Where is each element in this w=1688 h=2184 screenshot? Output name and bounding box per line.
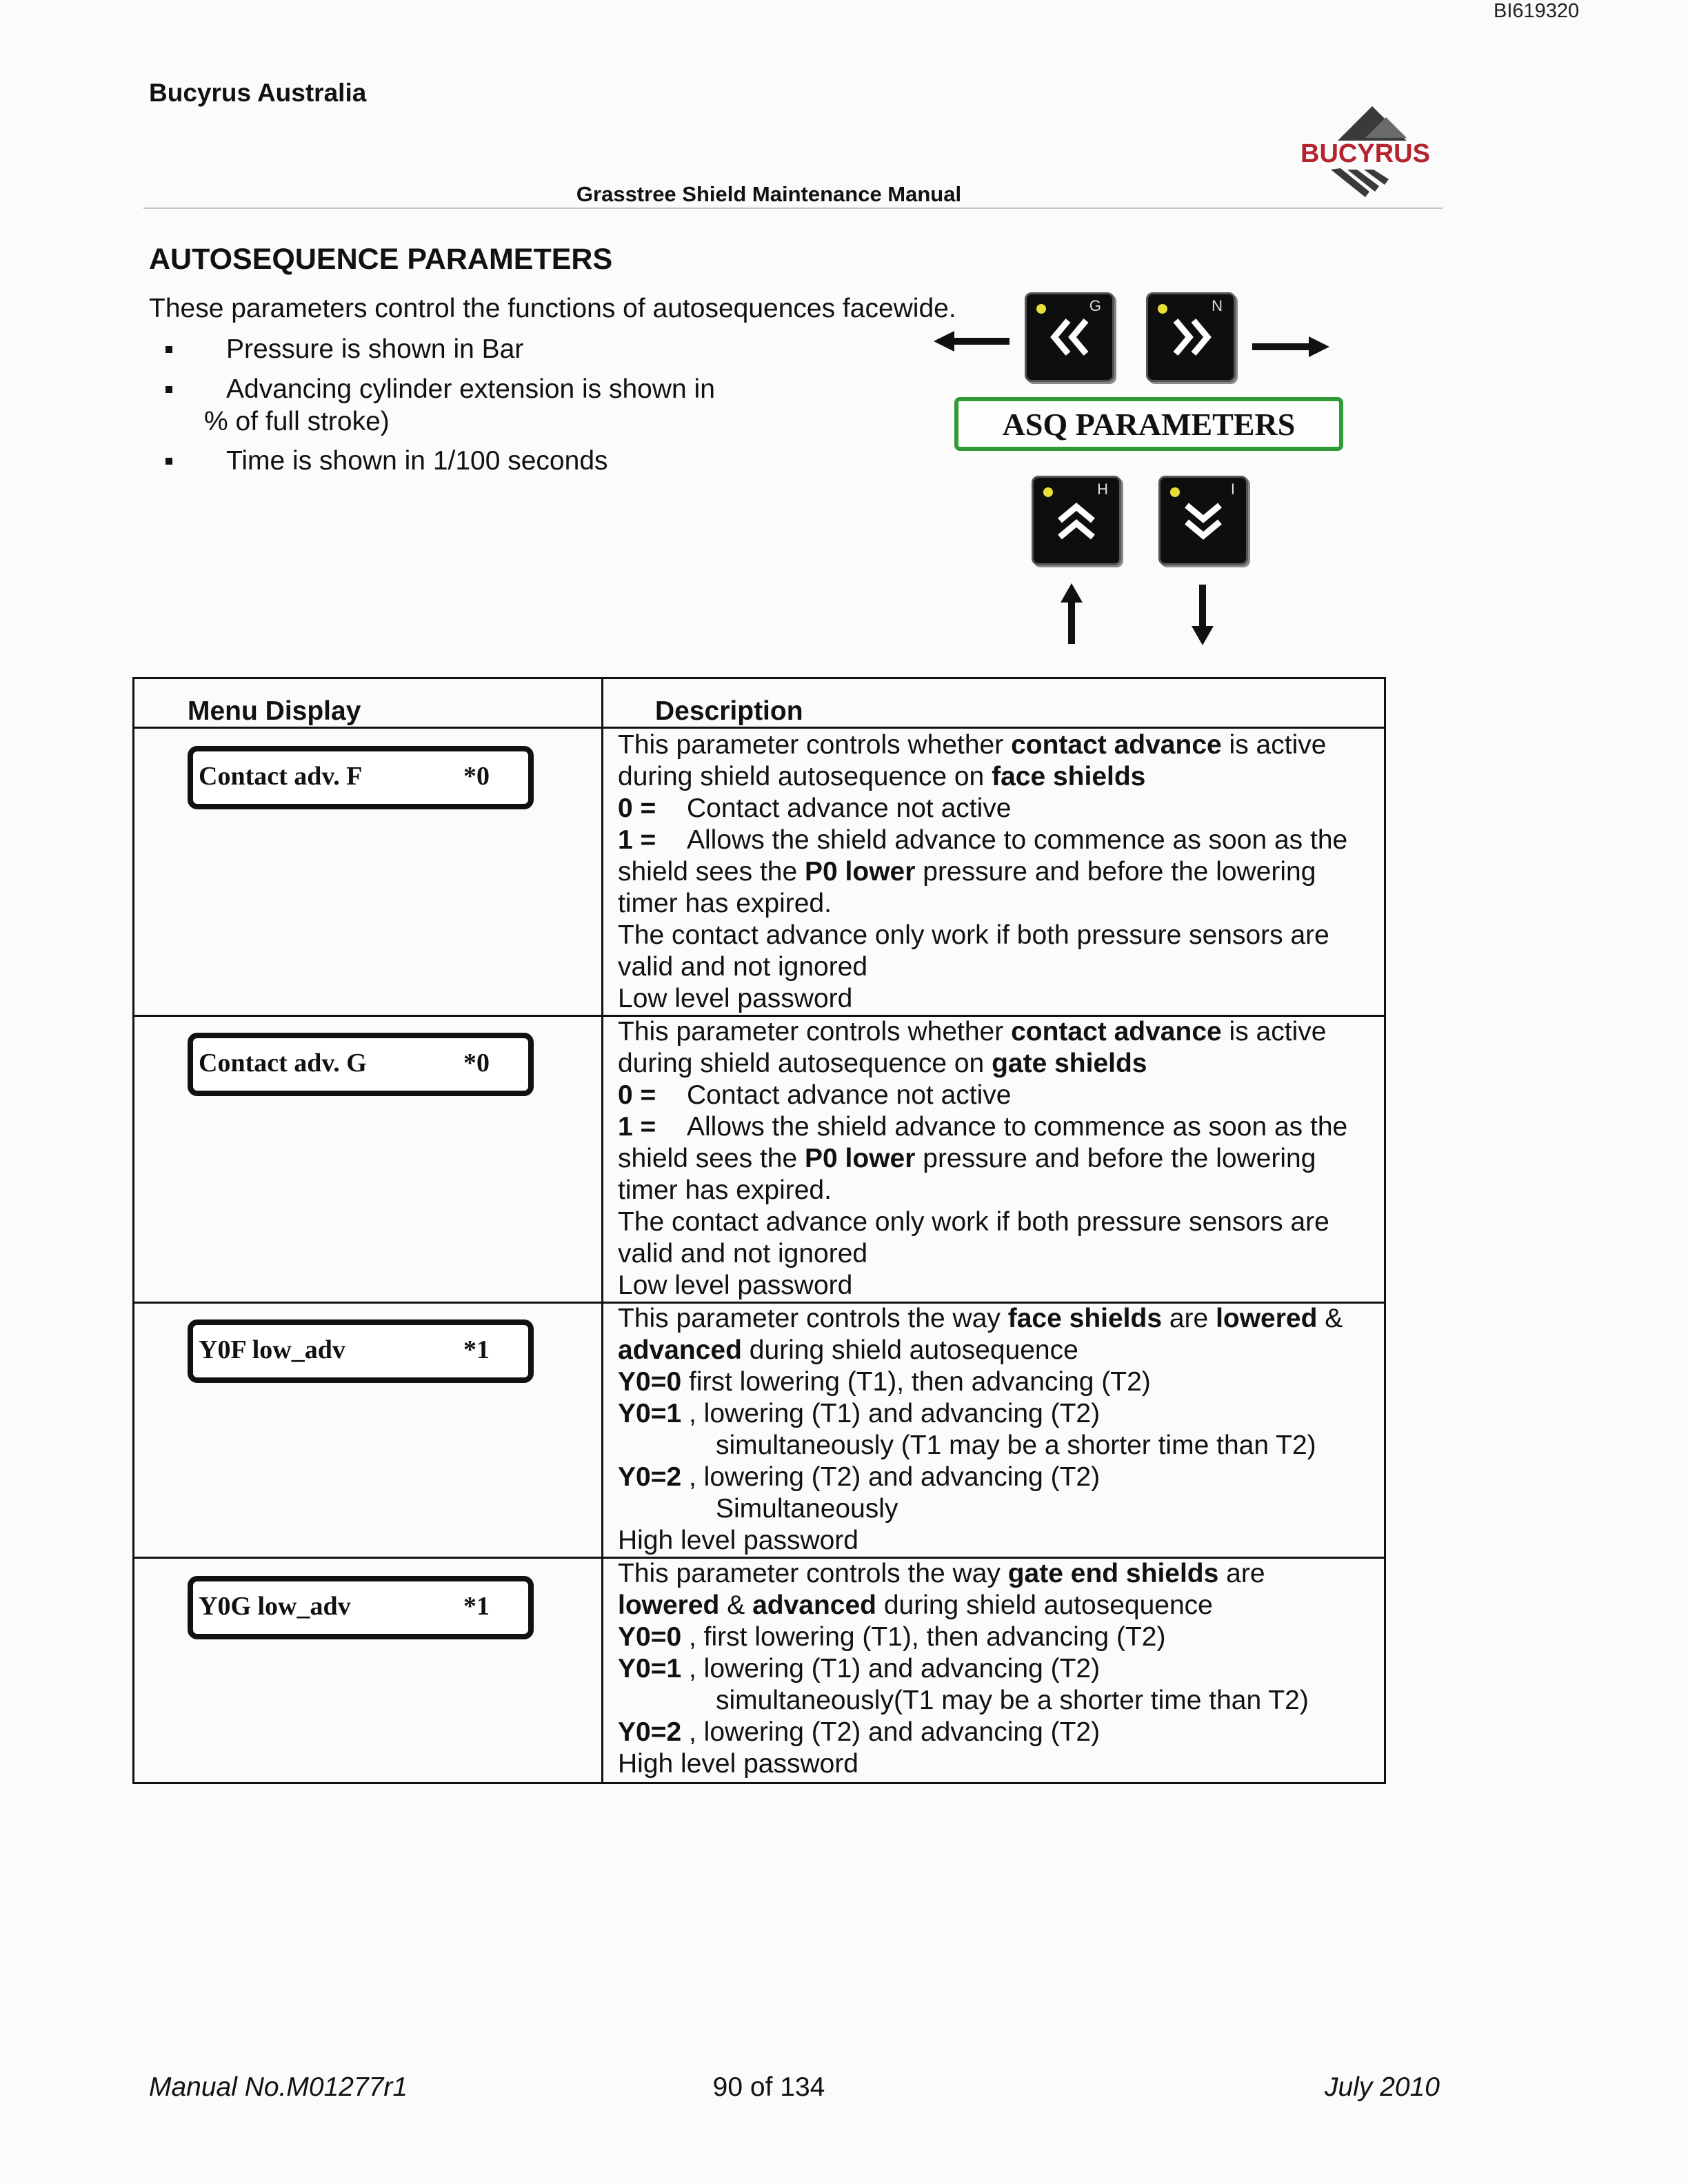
desc-text: , lowering (T2) and advancing (T2) xyxy=(681,1717,1101,1747)
parameter-description xyxy=(618,1303,1376,1557)
desc-text: is active xyxy=(1221,1017,1327,1046)
desc-text: This parameter controls the way xyxy=(618,1304,1008,1333)
option-value: Y0=2 xyxy=(618,1717,682,1747)
desc-text: pressure and before the lowering xyxy=(915,857,1316,887)
menu-display-lcd xyxy=(188,1320,534,1383)
desc-bold: gate end shields xyxy=(1007,1559,1219,1588)
menu-parameter-name: Contact adv. G xyxy=(199,1049,367,1078)
parameter-description xyxy=(618,1016,1376,1302)
desc-text: Simultaneously xyxy=(716,1494,898,1524)
bullet-marker xyxy=(165,386,172,393)
menu-parameter-name: Contact adv. F xyxy=(199,762,363,791)
desc-bold: face shields xyxy=(1007,1304,1163,1333)
desc-text: Contact advance not active xyxy=(687,793,1012,823)
asq-parameters-label-box xyxy=(954,397,1343,451)
desc-bold: P0 lower xyxy=(805,857,916,887)
bullet-marker xyxy=(165,458,172,465)
double-chevron-up-icon xyxy=(1034,478,1119,563)
key-h xyxy=(1032,476,1121,565)
menu-display-lcd xyxy=(188,1576,534,1639)
option-value: Y0=2 xyxy=(618,1462,682,1492)
desc-text: simultaneously(T1 may be a shorter time than T2) xyxy=(716,1686,1309,1715)
table-header-divider xyxy=(132,727,1386,729)
option-value: 1 = xyxy=(618,1112,656,1142)
bullet-marker xyxy=(165,346,172,353)
desc-text: Allows the shield advance to commence as soon as the xyxy=(687,1112,1348,1142)
footer-date: July 2010 xyxy=(1325,2072,1440,2102)
asq-parameters-label: ASQ PARAMETERS xyxy=(1002,407,1296,442)
option-value: Y0=1 xyxy=(618,1399,682,1428)
option-value: Y0=1 xyxy=(618,1654,682,1684)
up-arrow-icon xyxy=(1061,583,1083,649)
bullet-text: Advancing cylinder extension is shown in xyxy=(226,374,715,404)
menu-parameter-name: Y0G low_adv xyxy=(199,1592,351,1621)
option-value: 0 = xyxy=(618,793,656,823)
menu-parameter-value: *0 xyxy=(463,762,490,791)
desc-text: timer has expired. xyxy=(618,889,832,918)
desc-bold: lowered xyxy=(1216,1304,1318,1333)
desc-text: This parameter controls whether xyxy=(618,1017,1012,1046)
menu-parameter-value: *1 xyxy=(463,1335,490,1364)
desc-bold: lowered xyxy=(618,1590,720,1620)
key-letter: I xyxy=(1230,481,1235,498)
left-arrow-icon xyxy=(934,331,1011,355)
desc-text: & xyxy=(719,1590,753,1620)
column-header-menu-display: Menu Display xyxy=(188,696,361,726)
desc-text: This parameter controls whether xyxy=(618,730,1012,760)
menu-display-lcd xyxy=(188,746,534,809)
desc-text: Allows the shield advance to commence as soon as the xyxy=(687,825,1348,855)
desc-text: first lowering (T1), then advancing (T2) xyxy=(681,1367,1151,1397)
manual-title: Grasstree Shield Maintenance Manual xyxy=(576,182,962,206)
desc-bold: contact advance xyxy=(1011,1017,1222,1046)
desc-bold: advanced xyxy=(752,1590,876,1620)
desc-text: during shield autosequence on xyxy=(618,762,992,791)
desc-text: are xyxy=(1162,1304,1216,1333)
desc-text: & xyxy=(1317,1304,1343,1333)
desc-text: , first lowering (T1), then advancing (T2) xyxy=(681,1622,1166,1652)
desc-text: during shield autosequence xyxy=(876,1590,1213,1620)
footer-page-number: 90 of 134 xyxy=(712,2072,825,2102)
bullet-text: Pressure is shown in Bar xyxy=(226,334,524,364)
desc-text: , lowering (T2) and advancing (T2) xyxy=(681,1462,1101,1492)
menu-display-lcd xyxy=(188,1033,534,1096)
desc-text: during shield autosequence xyxy=(741,1335,1078,1365)
option-value: 1 = xyxy=(618,825,656,855)
desc-text: simultaneously (T1 may be a shorter time than T2) xyxy=(716,1430,1316,1460)
double-chevron-right-icon xyxy=(1148,294,1234,380)
right-arrow-icon xyxy=(1252,336,1329,361)
document-id: BI619320 xyxy=(1494,0,1580,22)
section-title: AUTOSEQUENCE PARAMETERS xyxy=(149,243,613,276)
key-letter: H xyxy=(1097,481,1108,498)
option-value: 0 = xyxy=(618,1080,656,1110)
table-column-divider xyxy=(601,677,603,1784)
key-letter: N xyxy=(1212,297,1223,314)
desc-text: pressure and before the lowering xyxy=(915,1144,1316,1173)
desc-text: is active xyxy=(1221,730,1327,760)
desc-text: shield sees the xyxy=(618,1144,805,1173)
desc-text: shield sees the xyxy=(618,857,805,887)
parameter-description xyxy=(618,729,1376,1015)
option-value: Y0=0 xyxy=(618,1367,682,1397)
desc-text: are xyxy=(1218,1559,1265,1588)
desc-text: Contact advance not active xyxy=(687,1080,1012,1110)
bullet-text: Time is shown in 1/100 seconds xyxy=(226,446,608,476)
menu-parameter-name: Y0F low_adv xyxy=(199,1335,345,1364)
key-g xyxy=(1025,292,1114,382)
down-arrow-icon xyxy=(1192,583,1214,649)
key-n xyxy=(1146,292,1236,382)
desc-text: during shield autosequence on xyxy=(618,1049,992,1078)
desc-text: valid and not ignored xyxy=(618,952,868,982)
password-level: High level password xyxy=(618,1749,859,1779)
key-i xyxy=(1158,476,1248,565)
desc-text: timer has expired. xyxy=(618,1175,832,1205)
desc-bold: gate shields xyxy=(992,1049,1147,1078)
desc-text: This parameter controls the way xyxy=(618,1559,1008,1588)
desc-text: , lowering (T1) and advancing (T2) xyxy=(681,1399,1101,1428)
footer-manual-number: Manual No.M01277r1 xyxy=(149,2072,408,2102)
desc-text: , lowering (T1) and advancing (T2) xyxy=(681,1654,1101,1684)
password-level: High level password xyxy=(618,1526,859,1555)
password-level: Low level password xyxy=(618,984,853,1013)
desc-bold: advanced xyxy=(618,1335,742,1365)
desc-bold: P0 lower xyxy=(805,1144,916,1173)
header-divider xyxy=(143,208,1443,209)
bullet-continuation: % of full stroke) xyxy=(204,407,390,436)
double-chevron-left-icon xyxy=(1027,294,1112,380)
parameter-description xyxy=(618,1558,1376,1780)
desc-bold: face shields xyxy=(992,762,1146,791)
menu-parameter-value: *1 xyxy=(463,1592,490,1621)
desc-text: The contact advance only work if both pressure sensors are xyxy=(618,920,1329,950)
double-chevron-down-icon xyxy=(1160,478,1246,563)
column-header-description: Description xyxy=(655,696,803,726)
option-value: Y0=0 xyxy=(618,1622,682,1652)
menu-parameter-value: *0 xyxy=(463,1049,490,1078)
key-letter: G xyxy=(1089,297,1101,314)
intro-text: These parameters control the functions of autosequences facewide. xyxy=(149,294,956,323)
logo-text: BUCYRUS xyxy=(1300,139,1430,168)
bucyrus-logo xyxy=(1289,106,1441,203)
desc-bold: contact advance xyxy=(1011,730,1222,760)
password-level: Low level password xyxy=(618,1271,853,1300)
desc-text: The contact advance only work if both pressure sensors are xyxy=(618,1207,1329,1237)
desc-text: valid and not ignored xyxy=(618,1239,868,1268)
company-name: Bucyrus Australia xyxy=(149,79,367,107)
